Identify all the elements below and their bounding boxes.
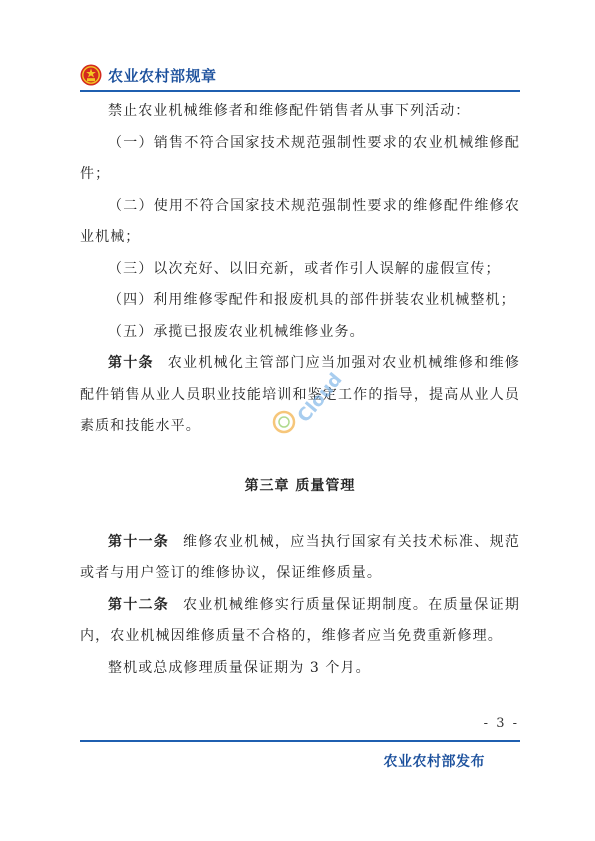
warranty-paragraph: 整机或总成修理质量保证期为 3 个月。 [108, 659, 371, 676]
header-divider [80, 90, 520, 92]
document-header [80, 62, 217, 88]
article-11-number: 第十一条 [108, 533, 169, 550]
article-10-text: 农业机械化主管部门应当加强对农业机械维修和维修配件销售从业人员职业技能培训和鉴定工作的指导，提高从业人员素质和技能水平。 [80, 355, 520, 434]
national-emblem-icon [80, 64, 102, 86]
article-11-text: 维修农业机械，应当执行国家有关技术标准、规范或者与用户签订的维修协议，保证维修质量。 [80, 533, 521, 581]
prohibition-item-3: （三）以次充好、以旧充新，或者作引人误解的虚假宣传； [108, 260, 501, 277]
footer-divider [80, 740, 520, 742]
cloud-watermark-icon [262, 360, 352, 450]
chapter-title: 第三章 质量管理 [244, 477, 356, 494]
article-12-number: 第十二条 [108, 596, 169, 613]
header-title: 农业农村部规章 [108, 66, 217, 85]
footer-publisher: 农业农村部发布 [383, 754, 485, 770]
article-11 [80, 527, 520, 590]
prohibition-item-1: （一）销售不符合国家技术规范强制性要求的农业机械维修配件； [80, 134, 520, 182]
watermark-text: Cloud [293, 369, 347, 427]
article-12 [80, 590, 520, 653]
article-12-text: 农业机械维修实行质量保证期制度。在质量保证期内，农业机械因维修质量不合格的，维修者应当免费重新修理。 [80, 596, 521, 644]
page-number: - 3 - [483, 716, 519, 731]
article-10-number: 第十条 [108, 355, 154, 371]
prohibition-item-2: （二）使用不符合国家技术规范强制性要求的维修配件维修农业机械； [80, 197, 520, 245]
prohibition-item-4: （四）利用维修零配件和报废机具的部件拼装农业机械整机； [108, 292, 516, 308]
prohibition-item-5: （五）承揽已报废农业机械维修业务。 [108, 323, 365, 340]
intro-paragraph: 禁止农业机械维修者和维修配件销售者从事下列活动： [108, 103, 471, 119]
